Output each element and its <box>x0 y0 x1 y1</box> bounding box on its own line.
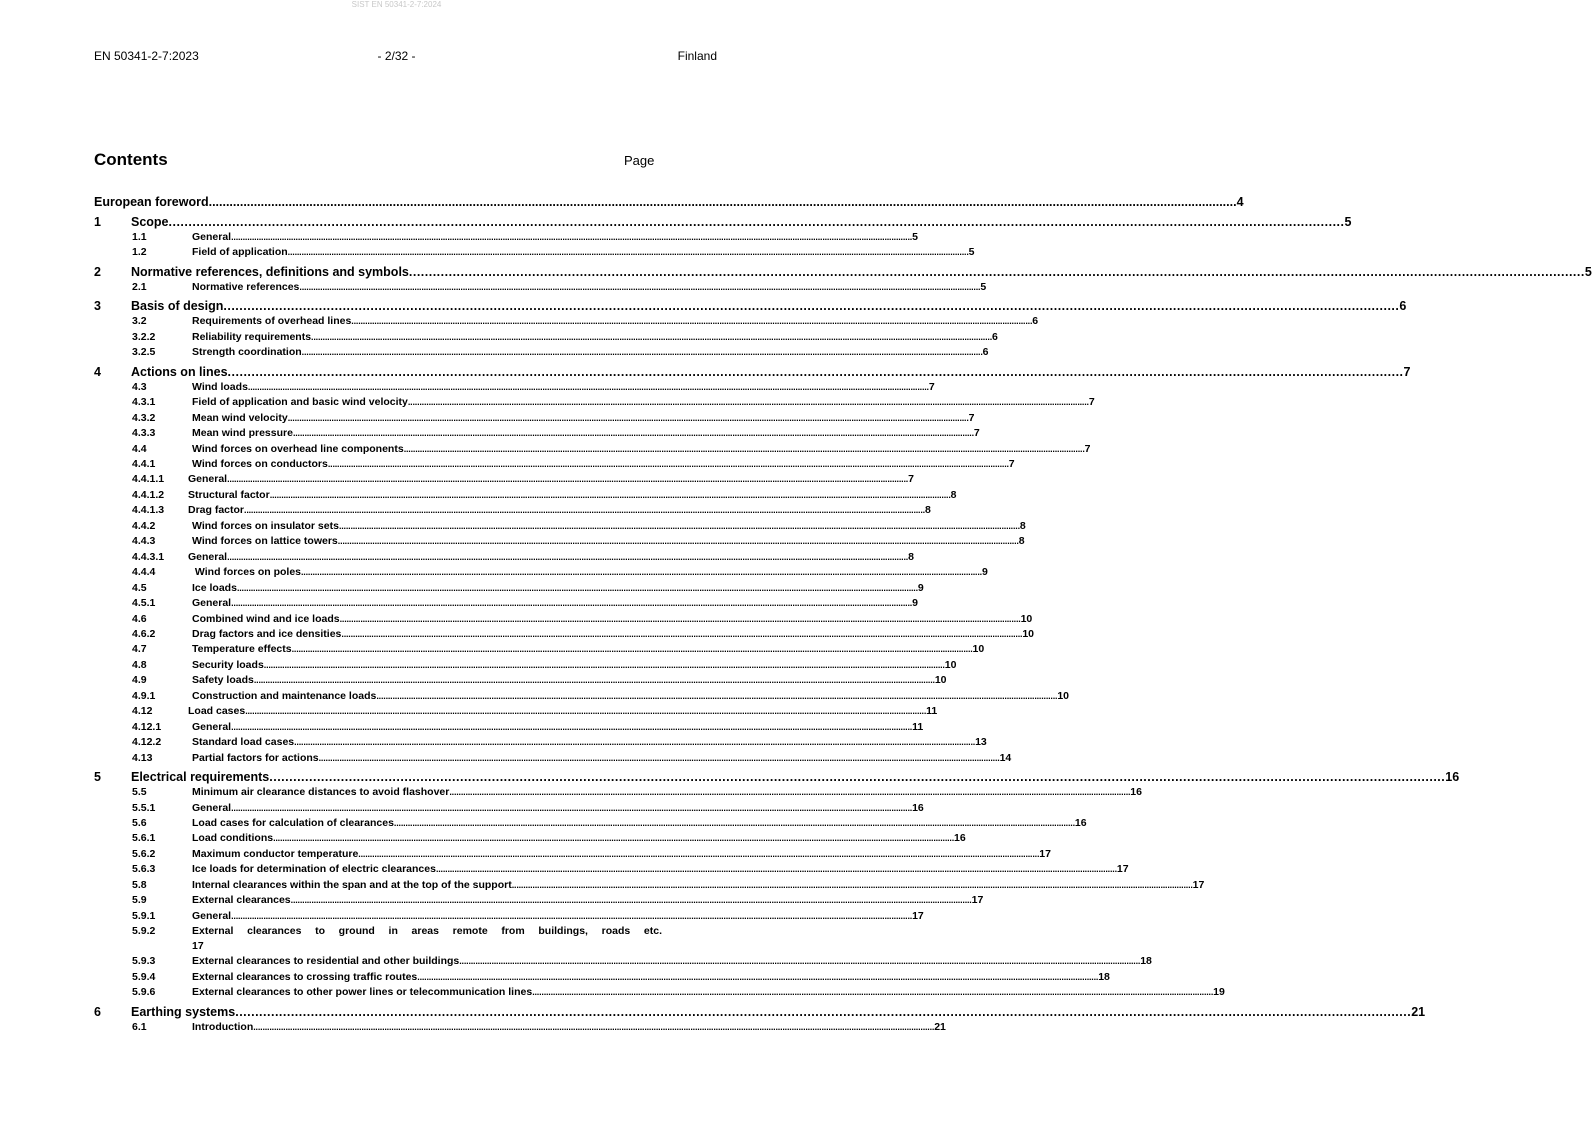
toc-entry-page: 7 <box>908 473 914 486</box>
toc-leader <box>404 442 1085 457</box>
toc-leader <box>237 581 918 596</box>
toc-entry-4-6[interactable] <box>94 612 1033 627</box>
toc-entry-number: 4.12.1 <box>132 720 162 733</box>
toc-leader <box>264 658 945 673</box>
toc-leader <box>417 970 1098 985</box>
toc-leader <box>311 330 992 345</box>
toc-entry-page: 21 <box>1411 1004 1426 1019</box>
toc-entry-title: Structural factor <box>188 488 270 501</box>
toc-entry-number: 4.4.1.2 <box>132 488 165 501</box>
toc-entry-number: 5.8 <box>132 878 147 891</box>
toc-entry-title: Load cases for calculation of clearances <box>192 816 394 829</box>
toc-entry-title: Wind forces on insulator sets <box>192 519 339 532</box>
toc-entry-title: General <box>192 231 232 243</box>
toc-entry-3-2-2[interactable] <box>94 330 998 345</box>
toc-entry-4-4-3-1[interactable] <box>94 550 914 565</box>
toc-entry-page: 6 <box>992 330 998 343</box>
toc-entry-page: 9 <box>912 597 918 610</box>
toc-entry-4-8[interactable] <box>94 658 957 673</box>
toc-entry-5-6-1[interactable] <box>94 831 966 846</box>
toc-entry-page: 17 <box>971 894 984 907</box>
toc-entry-page: 10 <box>944 658 957 671</box>
toc-entry-number: 4.5.1 <box>132 597 156 610</box>
toc-entry-number: 4.12.2 <box>132 736 162 749</box>
toc-entry-page: 7 <box>1088 396 1095 409</box>
toc-entry-number: 3.2 <box>132 315 147 328</box>
toc-entry-page: 16 <box>954 832 966 845</box>
toc-entry-number: 4.4.3.1 <box>132 550 165 563</box>
toc-entry-title: Normative references <box>192 280 300 293</box>
toc-entry-title: General <box>192 597 232 610</box>
toc-entry-title: Minimum air clearance distances to avoid flashover <box>192 786 450 799</box>
toc-entry-4-12-1[interactable] <box>94 720 924 735</box>
toc-entry-title: Introduction <box>192 1020 254 1033</box>
toc-entry-number: 6 <box>94 1004 101 1019</box>
toc-entry-4-12[interactable] <box>94 704 938 719</box>
toc-entry-4-5[interactable] <box>94 581 924 596</box>
toc-leader <box>244 503 925 518</box>
toc-entry-title: Actions on lines <box>131 364 228 379</box>
toc-entry-page: 17 <box>192 940 204 953</box>
header-standard-id: EN 50341-2-7:2023 <box>94 49 199 63</box>
toc-entry-5[interactable] <box>94 769 1460 785</box>
toc-leader <box>270 488 951 503</box>
toc-entry-number: 4.3.3 <box>132 427 156 440</box>
toc-entry-4-3[interactable] <box>94 380 935 395</box>
toc-entry-1-2[interactable] <box>94 245 975 260</box>
toc-entry-title: Wind forces on overhead line components <box>192 442 404 455</box>
toc-entry-number: 1.1 <box>132 231 147 243</box>
toc-entry-number: 4.13 <box>132 751 153 764</box>
toc-leader <box>228 364 1404 380</box>
toc-entry-title: Security loads <box>192 658 264 671</box>
toc-leader <box>248 380 929 395</box>
toc-entry-title: Ice loads for determination of electric clearances <box>192 863 436 876</box>
toc-entry-title: General <box>188 473 228 486</box>
toc-leader <box>394 816 1075 831</box>
toc-leader <box>293 426 974 441</box>
toc-entry-number: 4.4.4 <box>132 566 156 579</box>
toc-entry-page: 8 <box>1019 519 1026 532</box>
toc-entry-page: 7 <box>973 427 980 440</box>
toc-leader <box>408 395 1089 410</box>
toc-entry-title: Safety loads <box>192 674 254 687</box>
toc-entry-4-12-2[interactable] <box>94 735 987 750</box>
toc-entry-page: 17 <box>1116 863 1129 876</box>
toc-leader <box>328 457 1009 472</box>
toc-entry-5-9-1[interactable] <box>94 909 924 924</box>
toc-entry-number: 4.3 <box>132 380 147 393</box>
toc-entry-page: 4 <box>1236 195 1244 209</box>
toc-entry-3[interactable] <box>94 298 1407 314</box>
toc-entry-page: 18 <box>1140 955 1152 968</box>
toc-entry-page: 7 <box>968 411 975 424</box>
toc-entry-page: 17 <box>1039 847 1051 860</box>
toc-entry-title: Load conditions <box>192 832 274 845</box>
toc-leader <box>169 214 1345 230</box>
toc-entry-title: General <box>192 909 232 922</box>
toc-leader <box>341 627 1022 642</box>
toc-leader <box>231 909 912 924</box>
toc-leader <box>339 519 1020 534</box>
toc-entry-2[interactable] <box>94 264 1592 280</box>
toc-entry-page: 16 <box>1445 770 1460 785</box>
toc-entry-title: Drag factors and ice densities <box>192 627 342 640</box>
toc-entry-4-3-3[interactable] <box>94 426 980 441</box>
toc-entry-page: 17 <box>912 909 924 922</box>
toc-entry-number: 4.4.1.3 <box>132 504 165 517</box>
toc-entry-page: 10 <box>972 643 985 656</box>
toc-entry-4-4-3[interactable] <box>94 534 1025 549</box>
toc-entry-number: 6.1 <box>132 1020 147 1033</box>
toc-entry-page: 11 <box>912 720 924 733</box>
toc-entry-number: 4.12 <box>132 705 153 718</box>
toc-entry-page: 10 <box>934 674 947 687</box>
toc-entry-4-7[interactable] <box>94 642 985 657</box>
toc-leader <box>273 831 954 846</box>
toc-entry-title: Strength coordination <box>192 346 302 359</box>
toc-entry-number: 4.4.1.1 <box>132 473 165 486</box>
toc-entry-number: 5.6 <box>132 816 147 829</box>
toc-entry-title: European foreword <box>94 195 209 209</box>
toc-entry-4-3-2[interactable] <box>94 411 975 426</box>
toc-entry-number: 1 <box>94 215 101 229</box>
toc-entry-4-13[interactable] <box>94 751 1012 766</box>
toc-entry-4-4-1-1[interactable] <box>94 472 914 487</box>
toc-entry-1-1[interactable] <box>94 230 918 245</box>
toc-entry-title: External clearances <box>192 894 291 907</box>
toc-entry-page: 5 <box>912 231 918 243</box>
toc-entry-number: 5.5.1 <box>132 801 156 814</box>
toc-leader <box>235 1004 1411 1020</box>
toc-entry-4-4-2[interactable] <box>94 519 1026 534</box>
toc-leader <box>376 689 1057 704</box>
toc-entry-title: Maximum conductor temperature <box>192 847 359 860</box>
toc-entry-page: 7 <box>928 380 935 393</box>
toc-entry-page: 8 <box>950 488 957 501</box>
toc-entry-page: 16 <box>1074 816 1087 829</box>
toc-entry-5-9-6[interactable] <box>94 985 1225 1000</box>
toc-entry-page: 6 <box>1032 315 1039 328</box>
toc-entry-page: 13 <box>975 736 987 749</box>
toc-entry-page: 10 <box>1022 627 1035 640</box>
toc-leader <box>288 411 969 426</box>
contents-title: Contents <box>94 150 168 169</box>
toc-entry-5-6[interactable] <box>94 816 1087 831</box>
toc-entry-title: Mean wind pressure <box>192 427 293 440</box>
toc-entry-number: 5.9.2 <box>132 925 156 938</box>
toc-entry-number: 4.9 <box>132 674 147 687</box>
toc-entry-4-4-1-3[interactable] <box>94 503 931 518</box>
toc-entry-page: 11 <box>926 705 938 718</box>
toc-entry-6-1[interactable] <box>94 1020 946 1035</box>
toc-entry-number: 4.6 <box>132 612 147 625</box>
toc-leader <box>227 550 908 565</box>
toc-leader <box>299 280 980 295</box>
toc-entry-page: 8 <box>1018 535 1025 548</box>
toc-leader <box>449 785 1130 800</box>
toc-entry-5-5-1[interactable] <box>94 801 924 816</box>
toc-leader <box>288 245 969 260</box>
toc-leader <box>269 769 1445 785</box>
toc-entry-title: Requirements of overhead lines <box>192 315 352 328</box>
toc-entry-title: Internal clearances within the span and at the top of the support <box>192 878 512 891</box>
header-page-number: - 2/32 - <box>377 49 416 63</box>
toc-entry-title: Basis of design <box>131 299 224 314</box>
toc-leader <box>459 954 1140 969</box>
toc-entry-page: 5 <box>1344 215 1352 229</box>
toc-entry-page: 16 <box>912 801 924 814</box>
toc-entry-title: Standard load cases <box>192 736 295 749</box>
toc-leader <box>254 673 935 688</box>
toc-leader <box>302 345 983 360</box>
toc-entry-title: Normative references, definitions and symbols <box>131 264 409 279</box>
toc-entry-page: 17 <box>1192 878 1205 891</box>
toc-entry-number: 2 <box>94 264 101 279</box>
toc-entry-title: Load cases <box>188 705 246 718</box>
toc-entry-page: 6 <box>1399 299 1407 314</box>
toc-entry-page: 8 <box>924 504 931 517</box>
toc-entry-title: Mean wind velocity <box>192 411 288 424</box>
toc-entry-title: External clearances to crossing traffic routes <box>192 970 418 983</box>
toc-entry-title: External clearances to other power lines or telecommunication lines <box>192 986 533 999</box>
toc-entry-4-4[interactable] <box>94 442 1091 457</box>
toc-entry-title: Field of application <box>192 246 288 259</box>
toc-entry-page: 7 <box>1403 364 1411 379</box>
toc-entry-number: 5.6.3 <box>132 863 156 876</box>
toc-entry-number: 4.7 <box>132 643 147 656</box>
toc-leader <box>436 862 1117 877</box>
toc-entry-5-9-2[interactable] <box>94 924 662 939</box>
toc-entry-title: Field of application and basic wind velocity <box>192 396 408 409</box>
table-of-contents <box>94 194 1592 1035</box>
toc-entry-page: 6 <box>982 346 989 359</box>
toc-entry-number: 3.2.2 <box>132 330 156 343</box>
toc-leader <box>245 704 926 719</box>
toc-entry-title: Drag factor <box>188 504 245 517</box>
toc-leader <box>231 230 912 245</box>
toc-entry-5-6-3[interactable] <box>94 862 1129 877</box>
toc-entry-4-6-2[interactable] <box>94 627 1035 642</box>
toc-entry-title: Combined wind and ice loads <box>192 612 340 625</box>
toc-entry-3-2-5[interactable] <box>94 345 989 360</box>
toc-entry-number: 5 <box>94 770 101 785</box>
toc-leader <box>231 720 912 735</box>
toc-entry-page: 21 <box>934 1020 946 1033</box>
toc-entry-page: 9 <box>981 566 988 579</box>
toc-entry-number: 5.9.3 <box>132 955 156 968</box>
toc-entry-page: 7 <box>1084 442 1091 455</box>
toc-entry-6[interactable] <box>94 1004 1426 1020</box>
toc-entry-4-5-1[interactable] <box>94 596 918 611</box>
toc-entry-number: 4 <box>94 364 101 379</box>
toc-entry-page: 18 <box>1098 970 1110 983</box>
toc-leader <box>209 194 1237 211</box>
toc-entry-title: Ice loads <box>192 581 237 594</box>
toc-entry-title: Temperature effects <box>192 643 292 656</box>
toc-entry-title: Scope <box>131 215 169 229</box>
toc-entry-number: 5.9.1 <box>132 909 156 922</box>
toc-entry-number: 4.3.2 <box>132 411 156 424</box>
contents-page-label: Page <box>624 153 655 168</box>
toc-leader <box>291 893 972 908</box>
toc-leader <box>301 565 982 580</box>
toc-leader <box>223 298 1399 314</box>
toc-entry-number: 4.5 <box>132 581 147 594</box>
toc-entry-5-6-2[interactable] <box>94 847 1051 862</box>
toc-entry-4-9-1[interactable] <box>94 689 1070 704</box>
toc-entry-title: Partial factors for actions <box>192 751 319 764</box>
toc-leader <box>338 534 1019 549</box>
toc-entry-number: 4.3.1 <box>132 396 156 409</box>
toc-entry-3-2[interactable] <box>94 314 1039 329</box>
toc-entry-number: 5.6.1 <box>132 832 156 845</box>
toc-entry-number: 5.6.2 <box>132 847 156 860</box>
toc-entry-2-1[interactable] <box>94 280 987 295</box>
toc-entry-title: Wind forces on lattice towers <box>192 535 338 548</box>
toc-entry-5-8[interactable] <box>94 878 1205 893</box>
toc-entry-number: 5.9.6 <box>132 986 156 999</box>
toc-entry-number: 4.9.1 <box>132 689 156 702</box>
toc-entry-title: External clearances to ground in areas remote from buildings, roads etc. <box>192 925 662 938</box>
toc-entry-title: Construction and maintenance loads <box>192 689 377 702</box>
toc-leader <box>294 735 975 750</box>
toc-leader <box>409 264 1585 280</box>
toc-entry-4-4-4[interactable] <box>94 565 988 580</box>
toc-entry-5-9-4[interactable] <box>94 970 1110 985</box>
toc-entry-4-4-1[interactable] <box>94 457 1015 472</box>
toc-entry-number: 5.9 <box>132 894 147 907</box>
toc-entry-4-9[interactable] <box>94 673 947 688</box>
toc-leader <box>512 878 1193 893</box>
toc-entry-1[interactable] <box>94 214 1352 230</box>
toc-entry-page: 5 <box>1584 264 1592 279</box>
toc-entry-5-5[interactable] <box>94 785 1142 800</box>
toc-entry-number: 3.2.5 <box>132 346 156 359</box>
toc-entry-title: Wind forces on poles <box>192 566 301 579</box>
toc-leader <box>292 642 973 657</box>
toc-entry-title: Earthing systems <box>131 1004 236 1019</box>
toc-entry-number: 1.2 <box>132 246 147 259</box>
toc-leader <box>231 801 912 816</box>
toc-entry-title: Reliability requirements <box>192 330 312 343</box>
toc-entry-4[interactable] <box>94 364 1411 380</box>
toc-entry-5-9[interactable] <box>94 893 984 908</box>
toc-entry-number: 3 <box>94 299 101 314</box>
toc-entry-title: Electrical requirements <box>131 770 270 785</box>
toc-leader <box>231 596 912 611</box>
toc-entry-number: 4.4.1 <box>132 457 156 470</box>
toc-entry-number: 2.1 <box>132 280 147 293</box>
toc-entry-number: 4.4.3 <box>132 535 156 548</box>
toc-entry-page: 10 <box>1020 612 1033 625</box>
toc-entry-page: 19 <box>1213 986 1225 999</box>
toc-leader <box>532 985 1213 1000</box>
toc-entry-number: 4.4.2 <box>132 519 156 532</box>
toc-entry-title: Wind forces on conductors <box>192 457 328 470</box>
toc-entry-page: 5 <box>968 246 975 259</box>
toc-leader <box>340 612 1021 627</box>
watermark: SIST EN 50341-2-7:2024 <box>351 0 442 9</box>
toc-leader <box>351 314 1032 329</box>
toc-entry-title: General <box>188 550 228 563</box>
toc-entry-number: 5.5 <box>132 786 147 799</box>
toc-entry-page: 5 <box>980 280 987 293</box>
toc-entry-number: 4.4 <box>132 442 147 455</box>
toc-entry-5-9-3[interactable] <box>94 954 1152 969</box>
toc-entry-page: 9 <box>917 581 924 594</box>
toc-entry-number: 4.8 <box>132 658 147 671</box>
header-country: Finland <box>677 49 717 63</box>
toc-entry-page: 10 <box>1057 689 1070 702</box>
toc-entry-page: 16 <box>1130 786 1142 799</box>
toc-leader <box>227 472 908 487</box>
toc-leader <box>253 1020 934 1035</box>
toc-leader <box>358 847 1039 862</box>
toc-entry-4-4-1-2[interactable] <box>94 488 957 503</box>
toc-entry-number: 5.9.4 <box>132 970 156 983</box>
toc-entry-page: 8 <box>908 550 914 563</box>
toc-entry-page: 14 <box>999 751 1012 764</box>
toc-entry-title: General <box>192 801 232 814</box>
toc-entry-title: External clearances to residential and other buildings <box>192 955 460 968</box>
toc-entry-4-3-1[interactable] <box>94 395 1095 410</box>
toc-entry-title: General <box>192 720 232 733</box>
toc-entry-page: 7 <box>1008 457 1015 470</box>
toc-entry-number: 4.6.2 <box>132 627 156 640</box>
toc-leader <box>319 751 1000 766</box>
toc-entry-title: Wind loads <box>192 380 248 393</box>
toc-entry-foreword[interactable] <box>94 194 1244 211</box>
